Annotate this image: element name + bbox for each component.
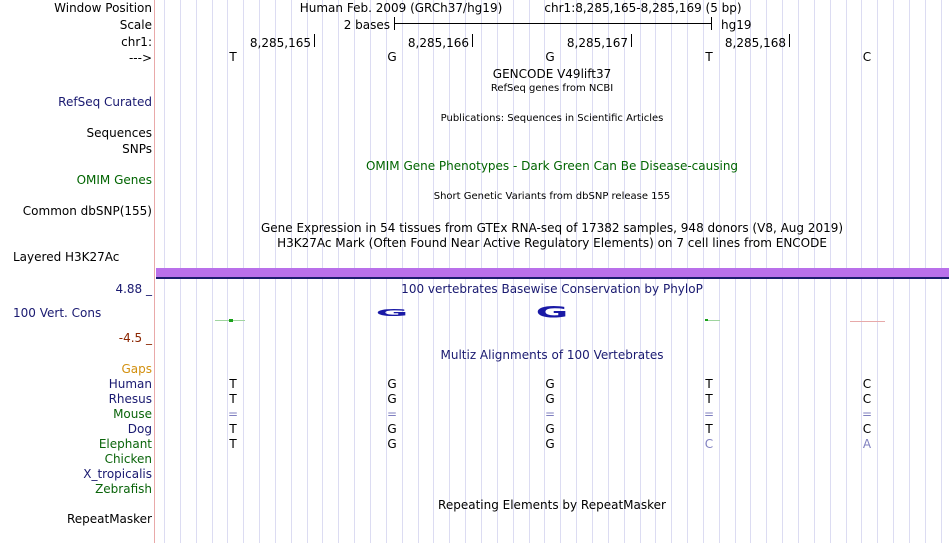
base-1: T — [229, 50, 237, 64]
browser-track-image[interactable] — [155, 0, 950, 543]
rhesus-base-4: T — [705, 392, 713, 406]
base-5: C — [862, 50, 872, 64]
publications-track-title[interactable]: Publications: Sequences in Scientific Articles — [440, 113, 664, 124]
refseq-track-title[interactable]: RefSeq genes from NCBI — [490, 83, 614, 94]
h3k27ac-baseline — [156, 277, 949, 279]
dog-base-3: G — [545, 422, 555, 436]
scale-text: 2 bases — [343, 18, 390, 32]
species-xtropicalis-label[interactable]: X_tropicalis — [83, 467, 152, 481]
elephant-base-4: C — [704, 437, 714, 451]
cons-bar-5 — [850, 321, 885, 322]
dbsnp-track-title[interactable]: Short Genetic Variants from dbSNP release 155 — [433, 191, 671, 202]
cons-peak-4 — [705, 319, 708, 321]
chrom-label: chr1: — [121, 35, 152, 49]
dog-base-4: T — [705, 422, 713, 436]
dog-base-5: C — [862, 422, 872, 436]
species-mouse-label[interactable]: Mouse — [113, 407, 152, 421]
scale-bar-left-tick — [394, 17, 395, 30]
h3k27ac-signal-bar[interactable] — [156, 268, 949, 277]
base-4: T — [705, 50, 713, 64]
common-dbsnp-label[interactable]: Common dbSNP(155) — [22, 204, 152, 218]
rhesus-base-3: G — [545, 392, 555, 406]
snps-label[interactable]: SNPs — [122, 142, 152, 156]
repeatmasker-track-title[interactable]: Repeating Elements by RepeatMasker — [438, 498, 666, 512]
mouse-base-4: = — [703, 407, 715, 421]
base-3: G — [545, 50, 555, 64]
mouse-base-2: = — [386, 407, 398, 421]
scale-db: hg19 — [721, 18, 752, 32]
phylop-logo-base-3: G — [535, 303, 569, 322]
sequences-label[interactable]: Sequences — [86, 126, 152, 140]
mouse-base-1: = — [227, 407, 239, 421]
window-position-label: Window Position — [54, 1, 152, 15]
multiz-track-title[interactable]: Multiz Alignments of 100 Vertebrates — [440, 348, 664, 362]
coord-label-1: 8,285,165 — [249, 36, 311, 50]
species-dog-label[interactable]: Dog — [127, 422, 152, 436]
assembly-title: Human Feb. 2009 (GRCh37/hg19) — [299, 1, 503, 15]
elephant-base-3: G — [545, 437, 555, 451]
coord-tick-1 — [314, 34, 315, 47]
rhesus-base-5: C — [862, 392, 872, 406]
h3k27ac-track-title[interactable]: H3K27Ac Mark (Often Found Near Active Regulatory Elements) on 7 cell lines from ENCODE — [277, 236, 827, 250]
cons-peak-1 — [229, 319, 233, 322]
coord-label-4: 8,285,168 — [724, 36, 786, 50]
mouse-base-5: = — [861, 407, 873, 421]
human-base-5: C — [862, 377, 872, 391]
elephant-base-2: G — [387, 437, 397, 451]
omim-genes-label[interactable]: OMIM Genes — [76, 173, 152, 187]
dog-base-1: T — [229, 422, 237, 436]
phylop-logo-base-2: G — [375, 306, 409, 319]
strand-label[interactable]: ---> — [128, 51, 152, 65]
coord-label-3: 8,285,167 — [566, 36, 628, 50]
phylop-track-title[interactable]: 100 vertebrates Basewise Conservation by PhyloP — [401, 282, 703, 296]
refseq-curated-label[interactable]: RefSeq Curated — [58, 95, 152, 109]
scale-label: Scale — [119, 18, 152, 32]
scale-bar — [394, 23, 711, 24]
species-elephant-label[interactable]: Elephant — [98, 437, 152, 451]
omim-track-title[interactable]: OMIM Gene Phenotypes - Dark Green Can Be Disease-causing — [365, 159, 739, 173]
gtex-track-title[interactable]: Gene Expression in 54 tissues from GTEx RNA-seq of 17382 samples, 948 donors (V8, Aug 2019) — [260, 221, 844, 235]
mouse-base-3: = — [544, 407, 556, 421]
coord-label-2: 8,285,166 — [407, 36, 469, 50]
gaps-label[interactable]: Gaps — [121, 362, 152, 376]
coord-tick-2 — [472, 34, 473, 47]
human-base-3: G — [545, 377, 555, 391]
rhesus-base-2: G — [387, 392, 397, 406]
cons-max-label: 4.88 _ — [115, 282, 152, 296]
species-zebrafish-label[interactable]: Zebrafish — [95, 482, 152, 496]
gencode-track-title[interactable]: GENCODE V49lift37 — [492, 67, 612, 81]
dog-base-2: G — [387, 422, 397, 436]
elephant-base-5: A — [862, 437, 872, 451]
coord-tick-4 — [789, 34, 790, 47]
species-rhesus-label[interactable]: Rhesus — [108, 392, 152, 406]
scale-bar-right-tick — [711, 17, 712, 30]
base-2: G — [387, 50, 397, 64]
layered-h3k27ac-label[interactable]: Layered H3K27Ac — [13, 250, 120, 264]
rhesus-base-1: T — [229, 392, 237, 406]
human-base-1: T — [229, 377, 237, 391]
human-base-4: T — [705, 377, 713, 391]
elephant-base-1: T — [229, 437, 237, 451]
coord-tick-3 — [631, 34, 632, 47]
track-labels-panel — [0, 0, 154, 543]
human-base-2: G — [387, 377, 397, 391]
repeatmasker-label[interactable]: RepeatMasker — [66, 512, 152, 526]
species-chicken-label[interactable]: Chicken — [104, 452, 152, 466]
cons-min-label: -4.5 _ — [118, 331, 152, 345]
vert-cons-label[interactable]: 100 Vert. Cons — [13, 306, 102, 320]
species-human-label[interactable]: Human — [108, 377, 152, 391]
position-readout: chr1:8,285,165-8,285,169 (5 bp) — [544, 1, 742, 15]
